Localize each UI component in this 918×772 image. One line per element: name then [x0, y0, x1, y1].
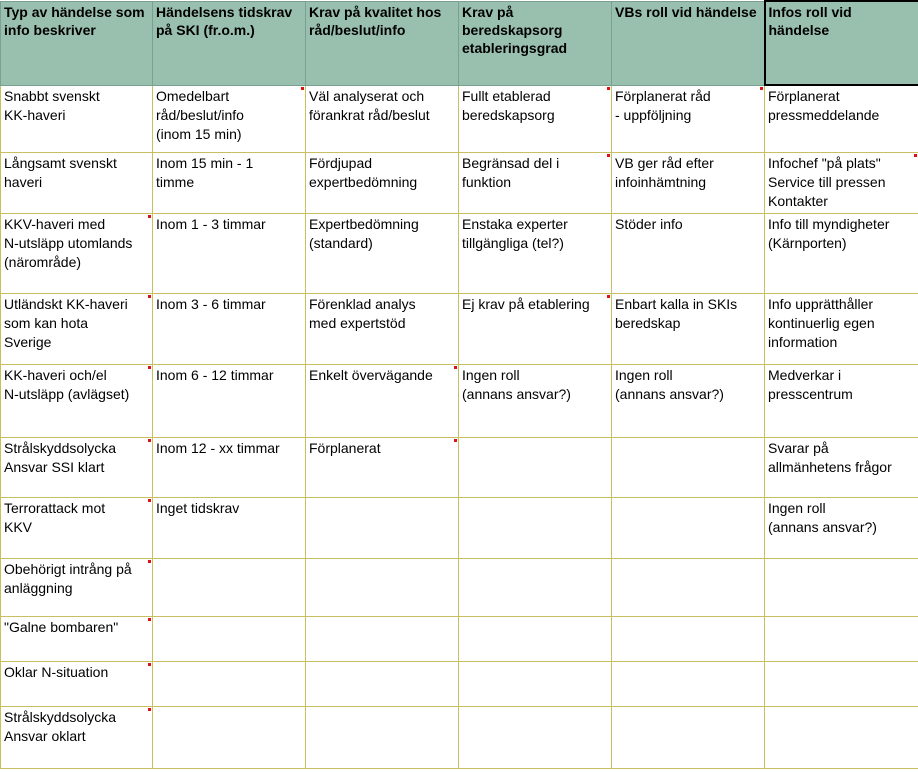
table-cell[interactable] [612, 706, 765, 768]
cell-text: Terrorattack mot KKV [4, 499, 106, 535]
cell-text: Ej krav på etablering [462, 295, 590, 312]
cell-text: Omedelbart råd/beslut/info (inom 15 min) [156, 87, 244, 142]
table-cell[interactable] [612, 364, 765, 437]
cell-text: Fullt etablerad beredskapsorg [462, 87, 555, 123]
table-cell[interactable] [153, 558, 306, 616]
cell-text: Enstaka experter tillgängliga (tel?) [462, 215, 568, 251]
table-cell[interactable] [459, 293, 612, 364]
table-cell[interactable] [612, 497, 765, 558]
table-cell[interactable] [765, 293, 918, 364]
comment-indicator-icon[interactable] [148, 215, 151, 218]
table-cell[interactable] [612, 558, 765, 616]
cell-text: Strålskyddsolycka Ansvar SSI klart [4, 439, 117, 475]
table-cell[interactable] [306, 293, 459, 364]
table-cell[interactable] [1, 497, 153, 558]
header-cell-4[interactable]: Krav på beredskapsorg etableringsgrad [459, 1, 612, 85]
table-row [1, 558, 918, 616]
cell-text: Inom 6 - 12 timmar [156, 366, 274, 383]
table-cell[interactable] [1, 661, 153, 706]
cell-text: Inget tidskrav [156, 499, 240, 516]
table-cell[interactable] [306, 616, 459, 661]
table-cell[interactable] [459, 364, 612, 437]
table-cell[interactable] [306, 152, 459, 213]
table-cell[interactable] [765, 661, 918, 706]
table-cell[interactable] [612, 616, 765, 661]
header-cell-6-selected[interactable]: Infos roll vid händelse [765, 1, 918, 85]
cell-text: "Galne bombaren" [4, 618, 119, 635]
table-cell[interactable] [459, 437, 612, 497]
header-cell-5[interactable]: VBs roll vid händelse [612, 1, 765, 85]
cell-text: Obehörigt intrång på anläggning [4, 560, 132, 596]
comment-indicator-icon[interactable] [148, 708, 151, 711]
cell-text: Info till myndigheter (Kärnporten) [768, 215, 890, 251]
comment-indicator-icon[interactable] [454, 366, 457, 369]
table-cell[interactable] [765, 437, 918, 497]
cell-text: Begränsad del i funktion [462, 154, 560, 190]
cell-text: Inom 12 - xx timmar [156, 439, 280, 456]
table-cell[interactable] [1, 293, 153, 364]
cell-text: Enbart kalla in SKIs beredskap [615, 295, 738, 331]
header-cell-1[interactable]: Typ av händelse som info beskriver [1, 1, 153, 85]
table-cell[interactable] [765, 364, 918, 437]
cell-text: Förenklad analys med expertstöd [309, 295, 416, 331]
table-row [1, 152, 918, 213]
cell-text: Förplanerat [309, 439, 381, 456]
table-row [1, 364, 918, 437]
table-cell[interactable] [1, 437, 153, 497]
comment-indicator-icon[interactable] [607, 295, 610, 298]
table-cell[interactable] [765, 213, 918, 293]
table-cell[interactable] [612, 293, 765, 364]
table-cell[interactable] [459, 497, 612, 558]
table-row [1, 497, 918, 558]
header-cell-2[interactable]: Händelsens tidskrav på SKI (fr.o.m.) [153, 1, 306, 85]
comment-indicator-icon[interactable] [148, 618, 151, 621]
table-cell[interactable] [306, 497, 459, 558]
comment-indicator-icon[interactable] [148, 663, 151, 666]
table-row [1, 616, 918, 661]
cell-text: Ingen roll (annans ansvar?) [615, 366, 724, 402]
table-cell[interactable] [1, 364, 153, 437]
table-cell[interactable] [1, 616, 153, 661]
comment-indicator-icon[interactable] [148, 439, 151, 442]
comment-indicator-icon[interactable] [454, 439, 457, 442]
cell-text: Snabbt svenskt KK-haveri [4, 87, 100, 123]
table-cell[interactable] [1, 213, 153, 293]
table-cell[interactable] [459, 85, 612, 152]
comment-indicator-icon[interactable] [607, 87, 610, 90]
table-cell[interactable] [1, 152, 153, 213]
table-row [1, 661, 918, 706]
cell-text: Info upprätthåller kontinuerlig egen information [768, 295, 875, 350]
cell-text: Ingen roll (annans ansvar?) [768, 499, 877, 535]
cell-text: Väl analyserat och förankrat råd/beslut [309, 87, 430, 123]
cell-text: Fördjupad expertbedömning [309, 154, 418, 190]
table-cell[interactable] [765, 152, 918, 213]
cell-text: Inom 1 - 3 timmar [156, 215, 266, 232]
table-cell[interactable] [459, 213, 612, 293]
table-cell[interactable] [765, 558, 918, 616]
cell-text: Oklar N-situation [4, 663, 109, 680]
table-cell[interactable] [765, 497, 918, 558]
table-cell[interactable] [1, 85, 153, 152]
table-cell[interactable] [765, 706, 918, 768]
table-row [1, 293, 918, 364]
table-cell[interactable] [1, 558, 153, 616]
table-row [1, 706, 918, 768]
cell-text: Infochef "på plats" Service till pressen Kontakter [768, 154, 886, 209]
comment-indicator-icon[interactable] [607, 154, 610, 157]
table-cell[interactable] [153, 213, 306, 293]
table-cell[interactable] [765, 616, 918, 661]
table-cell[interactable] [306, 437, 459, 497]
table-cell[interactable] [612, 152, 765, 213]
table-cell[interactable] [153, 364, 306, 437]
comment-indicator-icon[interactable] [301, 87, 304, 90]
table-cell[interactable] [765, 85, 918, 152]
table-cell[interactable] [153, 85, 306, 152]
table-cell[interactable] [306, 85, 459, 152]
table-cell[interactable] [153, 293, 306, 364]
table-cell[interactable] [306, 706, 459, 768]
comment-indicator-icon[interactable] [914, 154, 917, 157]
table-cell[interactable] [153, 437, 306, 497]
cell-text: VB ger råd efter infoinhämtning [615, 154, 714, 190]
header-cell-3[interactable]: Krav på kvalitet hos råd/beslut/info [306, 1, 459, 85]
table-cell[interactable] [612, 661, 765, 706]
cell-text: Inom 15 min - 1 timme [156, 154, 254, 190]
cell-text: Förplanerat råd - uppföljning [615, 87, 711, 123]
table-cell[interactable] [153, 497, 306, 558]
table-cell[interactable] [306, 661, 459, 706]
cell-text: Enkelt övervägande [309, 366, 433, 383]
cell-text: Inom 3 - 6 timmar [156, 295, 266, 312]
table-cell[interactable] [459, 661, 612, 706]
cell-text: Expertbedömning (standard) [309, 215, 419, 251]
cell-text: Utländskt KK-haveri som kan hota Sverige [4, 295, 128, 350]
cell-text: Medverkar i presscentrum [768, 366, 853, 402]
cell-text: Strålskyddsolycka Ansvar oklart [4, 708, 117, 744]
table-body [1, 85, 918, 768]
cell-text: Ingen roll (annans ansvar?) [462, 366, 571, 402]
comment-indicator-icon[interactable] [148, 295, 151, 298]
table-cell[interactable] [153, 616, 306, 661]
table-cell[interactable] [306, 558, 459, 616]
table-cell[interactable] [306, 364, 459, 437]
table-row [1, 437, 918, 497]
table-cell[interactable] [153, 706, 306, 768]
cell-text: KK-haveri och/el N-utsläpp (avlägset) [4, 366, 130, 402]
table-cell[interactable] [612, 85, 765, 152]
comment-indicator-icon[interactable] [148, 499, 151, 502]
table-cell[interactable] [1, 706, 153, 768]
comment-indicator-icon[interactable] [760, 87, 763, 90]
table-cell[interactable] [459, 706, 612, 768]
table-cell[interactable] [306, 213, 459, 293]
cell-text: Svarar på allmänhetens frågor [768, 439, 892, 475]
cell-text: Långsamt svenskt haveri [4, 154, 117, 190]
cell-text: Förplanerat pressmeddelande [768, 88, 880, 123]
table-row [1, 85, 918, 152]
header-row [1, 1, 918, 85]
table-cell[interactable] [459, 616, 612, 661]
cell-text: KKV-haveri med N-utsläpp utomlands (närområde) [4, 215, 133, 270]
table-cell[interactable] [153, 661, 306, 706]
table-cell[interactable] [459, 152, 612, 213]
cell-text: Stöder info [615, 215, 683, 232]
table-row [1, 213, 918, 293]
table-cell[interactable] [612, 437, 765, 497]
comment-indicator-icon[interactable] [148, 366, 151, 369]
table-cell[interactable] [153, 152, 306, 213]
table-cell[interactable] [459, 558, 612, 616]
comment-indicator-icon[interactable] [148, 560, 151, 563]
table-cell[interactable] [612, 213, 765, 293]
